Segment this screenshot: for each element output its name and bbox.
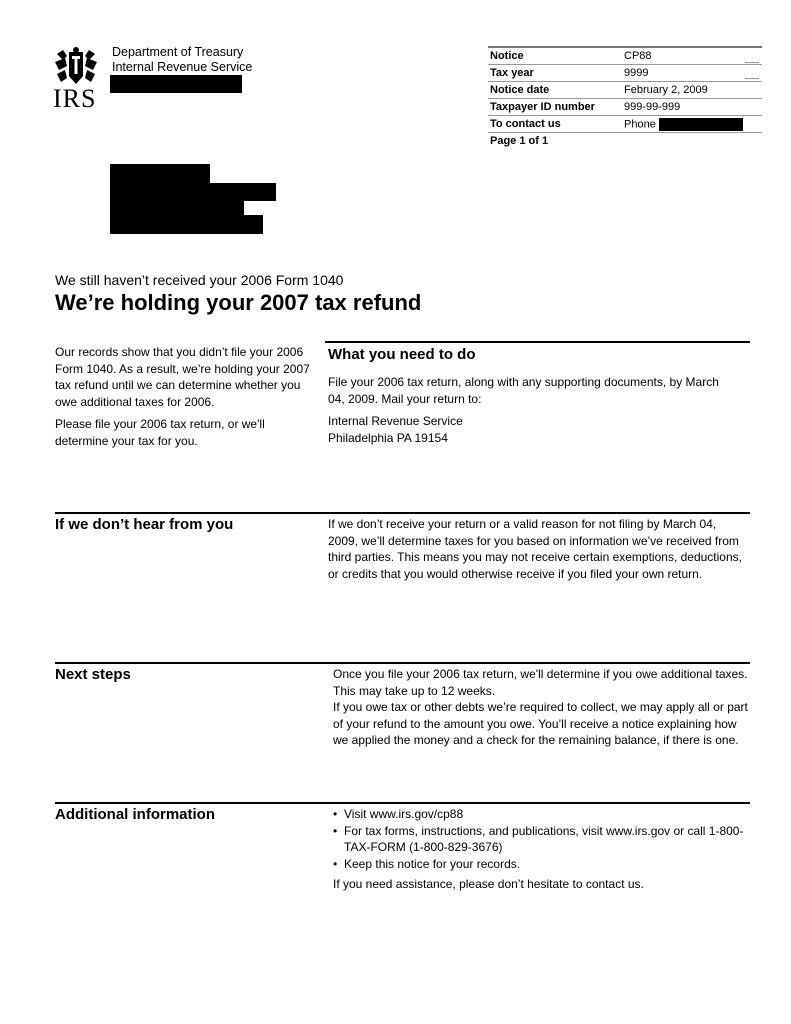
tax-year-value: 9999 — [622, 65, 762, 82]
redacted-address-line4 — [110, 215, 263, 234]
redacted-taxpayer-name — [110, 75, 242, 93]
notice-date-label: Notice date — [488, 82, 622, 99]
section-rule — [325, 341, 750, 343]
redacted-address-line2 — [110, 183, 276, 201]
what-to-do-heading: What you need to do — [328, 346, 476, 363]
no-hear-heading: If we don’t hear from you — [55, 516, 234, 533]
section-rule — [55, 512, 750, 514]
taxpayer-id-label: Taxpayer ID number — [488, 99, 622, 116]
next-steps-paragraph: If you owe tax or other debts we’re required to collect, we may apply all or part of your refund to the amount you owe. You’ll receive a notice explaining how we applied the money and a check for the remaining balance, if there is one. — [333, 700, 748, 747]
irs-logo-text: IRS — [53, 84, 97, 113]
intro-paragraph: Please file your 2006 tax return, or we'll determine your tax for you. — [55, 417, 265, 448]
intro-text — [55, 344, 310, 455]
next-steps-heading: Next steps — [55, 666, 131, 683]
contact-label: To contact us — [488, 116, 622, 133]
list-item: • Visit www.irs.gov/cp88 — [344, 806, 751, 823]
list-item: • For tax forms, instructions, and publications, visit www.irs.gov or call 1-800-TAX-FORM (1-800-829-3676) — [344, 823, 751, 856]
mailing-address — [328, 413, 728, 446]
redacted-phone-number — [659, 118, 743, 131]
page-row — [488, 133, 762, 150]
tax-year-row — [488, 65, 762, 82]
notice-row — [488, 47, 762, 65]
notice-value: CP88 — [622, 47, 762, 65]
closing-text: If you need assistance, please don’t hesitate to contact us. — [333, 877, 644, 891]
list-item: • Keep this notice for your records. — [344, 856, 751, 873]
notice-label: Notice — [488, 47, 622, 65]
no-hear-body: If we don’t receive your return or a valid reason for not filing by March 04, 2009, we’ll determine taxes for you based on information we’ve received from third parties. This means you may not receive certain exemptions, deductions, or credits that you would otherwise receive if you filed your own return. — [328, 517, 742, 581]
address-line: Philadelphia PA 19154 — [328, 430, 448, 445]
contact-row — [488, 116, 762, 133]
divider — [745, 78, 759, 79]
section-rule — [55, 662, 750, 664]
page-subtitle: We still haven’t received your 2006 Form 1040 — [55, 272, 344, 288]
additional-info-list — [333, 806, 751, 872]
what-to-do-body — [328, 374, 728, 446]
contact-value — [622, 116, 762, 133]
next-steps-paragraph: Once you file your 2006 tax return, we'll determine if you owe additional taxes. This may take up to 12 weeks. — [333, 667, 748, 698]
notice-date-value: February 2, 2009 — [622, 82, 762, 99]
intro-paragraph: Our records show that you didn’t file your 2006 Form 1040. As a result, we’re holding your 2007 tax refund until we can determine whether you owe additional taxes for 2006. — [55, 345, 310, 409]
what-to-do-paragraph: File your 2006 tax return, along with any supporting documents, by March 04, 2009. Mail your return to: — [328, 375, 719, 406]
next-steps-body — [333, 666, 748, 749]
irs-eagle-seal-icon — [53, 46, 99, 86]
contact-phone-label: Phone — [624, 117, 656, 130]
agency-name — [112, 45, 252, 75]
agency-line-irs: Internal Revenue Service — [112, 60, 253, 74]
notice-date-row — [488, 82, 762, 99]
tax-year-label: Tax year — [488, 65, 622, 82]
section-rule — [55, 802, 750, 804]
additional-info-body — [333, 806, 751, 893]
page-label: Page 1 of 1 — [490, 135, 549, 147]
redacted-address-line3 — [110, 200, 244, 216]
taxpayer-id-row — [488, 99, 762, 116]
address-line: Internal Revenue Service — [328, 414, 463, 428]
additional-info-heading: Additional information — [55, 806, 215, 823]
notice-info-table — [488, 46, 762, 149]
taxpayer-id-value: 999-99-999 — [622, 99, 762, 116]
page-title: We’re holding your 2007 tax refund — [55, 290, 422, 315]
divider — [745, 62, 759, 63]
agency-line-treasury: Department of Treasury — [112, 45, 244, 59]
redacted-address-line1 — [110, 164, 210, 184]
